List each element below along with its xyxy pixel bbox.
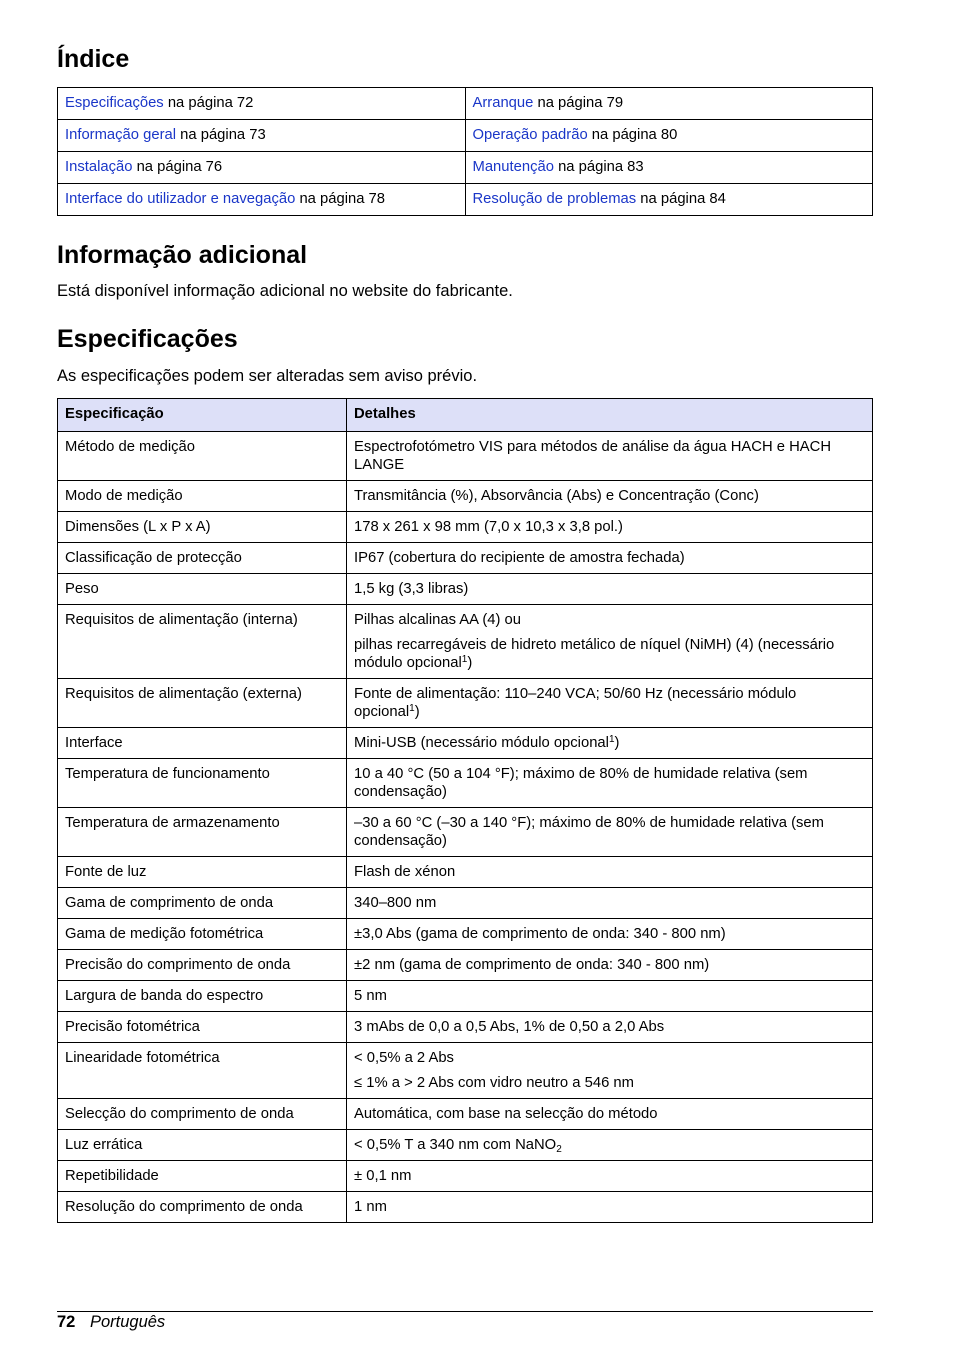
- spec-detail-line: [354, 518, 865, 536]
- spec-detail-text: < 0,5% T a 340 nm com NaNO: [354, 1137, 557, 1153]
- spec-name: Fonte de luz: [58, 857, 347, 888]
- spec-details: [347, 1161, 873, 1192]
- spec-detail-text: 178 x 261 x 98 mm (7,0 x 10,3 x 3,8 pol.): [354, 519, 623, 535]
- heading-spec: Especificações: [57, 325, 238, 353]
- toc-link[interactable]: Informação geral: [65, 127, 177, 143]
- toc-page-ref: na página 78: [295, 191, 386, 207]
- spec-details: [347, 1043, 873, 1099]
- spec-details: [347, 919, 873, 950]
- spec-detail-text: 1,5 kg (3,3 libras): [354, 581, 469, 597]
- spec-row: [58, 919, 873, 950]
- spec-name: Modo de medição: [58, 481, 347, 512]
- spec-header-details: Detalhes: [347, 399, 873, 432]
- spec-details: [347, 950, 873, 981]
- spec-detail-text-after: ): [614, 735, 620, 751]
- spec-detail-text: Mini-USB (necessário módulo opcional: [354, 735, 609, 751]
- toc-link[interactable]: Especificações: [65, 95, 164, 111]
- footnote-marker: 1: [409, 703, 415, 714]
- spec-name: Temperatura de funcionamento: [58, 759, 347, 808]
- spec-row: [58, 981, 873, 1012]
- spec-row: [58, 888, 873, 919]
- spec-row: [58, 950, 873, 981]
- spec-detail-line: [354, 894, 865, 912]
- spec-name: Método de medição: [58, 432, 347, 481]
- spec-detail-line: [354, 611, 865, 629]
- spec-details: [347, 574, 873, 605]
- toc-link[interactable]: Interface do utilizador e navegação: [65, 191, 296, 207]
- spec-detail-line: [354, 1074, 865, 1092]
- spec-detail-text: Flash de xénon: [354, 864, 456, 880]
- spec-row: [58, 728, 873, 759]
- spec-name: Classificação de protecção: [58, 543, 347, 574]
- spec-detail-line: [354, 1018, 865, 1036]
- toc-page-ref: na página 79: [533, 95, 624, 111]
- spec-row: [58, 679, 873, 728]
- spec-details: [347, 605, 873, 679]
- spec-table: [57, 398, 873, 1223]
- spec-details: [347, 857, 873, 888]
- spec-detail-text: Fonte de alimentação: 110–240 VCA; 50/60 Hz (necessário módulo opcional: [354, 686, 797, 720]
- spec-row: [58, 574, 873, 605]
- toc-row: [58, 120, 873, 152]
- spec-detail-text: Automática, com base na selecção do método: [354, 1106, 658, 1122]
- toc-cell: [465, 120, 873, 152]
- spec-details: [347, 1192, 873, 1223]
- spec-detail-line: [354, 814, 865, 850]
- info-paragraph: Está disponível informação adicional no website do fabricante.: [57, 282, 513, 300]
- toc-link[interactable]: Instalação: [65, 159, 133, 175]
- spec-detail-line: [354, 734, 865, 752]
- toc-row: [58, 88, 873, 120]
- spec-name: Dimensões (L x P x A): [58, 512, 347, 543]
- spec-row: [58, 605, 873, 679]
- spec-details: [347, 1130, 873, 1161]
- spec-detail-text: ±3,0 Abs (gama de comprimento de onda: 340 - 800 nm): [354, 926, 726, 942]
- spec-detail-text: Transmitância (%), Absorvância (Abs) e Concentração (Conc): [354, 488, 759, 504]
- spec-details: [347, 728, 873, 759]
- spec-detail-text-after: ): [414, 704, 420, 720]
- toc-row: [58, 152, 873, 184]
- toc-link[interactable]: Manutenção: [472, 159, 554, 175]
- spec-detail-line: [354, 956, 865, 974]
- spec-detail-line: [354, 925, 865, 943]
- spec-row: [58, 432, 873, 481]
- spec-row: [58, 1161, 873, 1192]
- page-number: 72: [57, 1313, 76, 1331]
- spec-header-name: Especificação: [58, 399, 347, 432]
- toc-page-ref: na página 72: [163, 95, 254, 111]
- toc-cell: [465, 184, 873, 216]
- spec-detail-text: IP67 (cobertura do recipiente de amostra fechada): [354, 550, 685, 566]
- spec-name: Gama de medição fotométrica: [58, 919, 347, 950]
- spec-row: [58, 1130, 873, 1161]
- spec-row: [58, 543, 873, 574]
- spec-details: [347, 679, 873, 728]
- spec-row: [58, 808, 873, 857]
- spec-detail-line: [354, 636, 865, 672]
- spec-detail-text: ≤ 1% a > 2 Abs com vidro neutro a 546 nm: [354, 1075, 634, 1091]
- spec-row: [58, 759, 873, 808]
- spec-details: [347, 432, 873, 481]
- spec-name: Selecção do comprimento de onda: [58, 1099, 347, 1130]
- spec-detail-line: [354, 1105, 865, 1123]
- toc-row: [58, 184, 873, 216]
- spec-detail-line: [354, 549, 865, 567]
- spec-details: [347, 543, 873, 574]
- toc-cell: [58, 88, 466, 120]
- spec-row: [58, 857, 873, 888]
- spec-detail-line: [354, 765, 865, 801]
- spec-details: [347, 512, 873, 543]
- footnote-marker: 1: [461, 654, 468, 665]
- footer: [57, 1312, 165, 1332]
- spec-name: Linearidade fotométrica: [58, 1043, 347, 1099]
- toc-cell: [58, 120, 466, 152]
- spec-detail-line: [354, 1167, 865, 1185]
- spec-details: [347, 1012, 873, 1043]
- toc-page-ref: na página 73: [176, 127, 266, 143]
- spec-detail-text: 1 nm: [354, 1199, 387, 1215]
- subscript: 2: [556, 1144, 562, 1155]
- toc-cell: [58, 184, 466, 216]
- spec-details: [347, 808, 873, 857]
- footer-rule: [57, 1311, 873, 1312]
- spec-detail-text-after: ): [467, 655, 473, 671]
- toc-link[interactable]: Arranque: [472, 95, 534, 111]
- spec-detail-text: Pilhas alcalinas AA (4) ou: [354, 612, 521, 628]
- spec-detail-text: 10 a 40 °C (50 a 104 °F); máximo de 80% de humidade relativa (sem condensação): [354, 766, 808, 800]
- spec-detail-text: ± 0,1 nm: [354, 1168, 412, 1184]
- toc-table: [57, 87, 873, 216]
- spec-name: Interface: [58, 728, 347, 759]
- spec-row: [58, 1099, 873, 1130]
- toc-page-ref: na página 84: [636, 191, 726, 207]
- spec-detail-text: < 0,5% a 2 Abs: [354, 1050, 454, 1066]
- heading-indice: Índice: [57, 45, 130, 73]
- toc-link[interactable]: Resolução de problemas: [472, 191, 637, 207]
- spec-name: Resolução do comprimento de onda: [58, 1192, 347, 1223]
- spec-name: Peso: [58, 574, 347, 605]
- spec-name: Requisitos de alimentação (interna): [58, 605, 347, 679]
- spec-details: [347, 1099, 873, 1130]
- toc-link[interactable]: Operação padrão: [472, 127, 588, 143]
- spec-name: Gama de comprimento de onda: [58, 888, 347, 919]
- spec-details: [347, 981, 873, 1012]
- spec-name: Repetibilidade: [58, 1161, 347, 1192]
- toc-page-ref: na página 80: [587, 127, 678, 143]
- spec-row: [58, 1192, 873, 1223]
- spec-detail-line: [354, 987, 865, 1005]
- spec-detail-line: [354, 487, 865, 505]
- spec-name: Precisão fotométrica: [58, 1012, 347, 1043]
- spec-name: Luz errática: [58, 1130, 347, 1161]
- toc-cell: [465, 88, 873, 120]
- spec-name: Requisitos de alimentação (externa): [58, 679, 347, 728]
- toc-page-ref: na página 76: [132, 159, 223, 175]
- toc-cell: [465, 152, 873, 184]
- spec-name: Temperatura de armazenamento: [58, 808, 347, 857]
- spec-detail-text: 340–800 nm: [354, 895, 437, 911]
- spec-detail-line: [354, 863, 865, 881]
- spec-paragraph: As especificações podem ser alteradas sem aviso prévio.: [57, 367, 478, 385]
- spec-detail-text: Espectrofotómetro VIS para métodos de análise da água HACH e HACH LANGE: [354, 439, 832, 473]
- spec-detail-line: [354, 1136, 865, 1154]
- footer-language: Português: [89, 1313, 166, 1331]
- spec-detail-text: 5 nm: [354, 988, 387, 1004]
- spec-details: [347, 888, 873, 919]
- spec-name: Precisão do comprimento de onda: [58, 950, 347, 981]
- spec-row: [58, 512, 873, 543]
- spec-detail-text: ±2 nm (gama de comprimento de onda: 340 - 800 nm): [354, 957, 710, 973]
- footnote-marker: 1: [608, 734, 615, 745]
- spec-name: Largura de banda do espectro: [58, 981, 347, 1012]
- spec-row: [58, 1012, 873, 1043]
- spec-detail-line: [354, 1198, 865, 1216]
- spec-header-row: [58, 399, 873, 432]
- spec-detail-line: [354, 685, 865, 721]
- spec-details: [347, 759, 873, 808]
- spec-detail-line: [354, 580, 865, 598]
- spec-row: [58, 481, 873, 512]
- spec-row: [58, 1043, 873, 1099]
- spec-detail-line: [354, 438, 865, 474]
- spec-detail-text: pilhas recarregáveis de hidreto metálico de níquel (NiMH) (4) (necessário módulo opcional: [354, 637, 835, 671]
- spec-detail-line: [354, 1049, 865, 1067]
- spec-detail-text: 3 mAbs de 0,0 a 0,5 Abs, 1% de 0,50 a 2,0 Abs: [354, 1019, 665, 1035]
- spec-detail-text: –30 a 60 °C (–30 a 140 °F); máximo de 80% de humidade relativa (sem condensação): [354, 815, 824, 849]
- heading-info: Informação adicional: [57, 241, 308, 269]
- toc-cell: [58, 152, 466, 184]
- spec-details: [347, 481, 873, 512]
- toc-page-ref: na página 83: [553, 159, 644, 175]
